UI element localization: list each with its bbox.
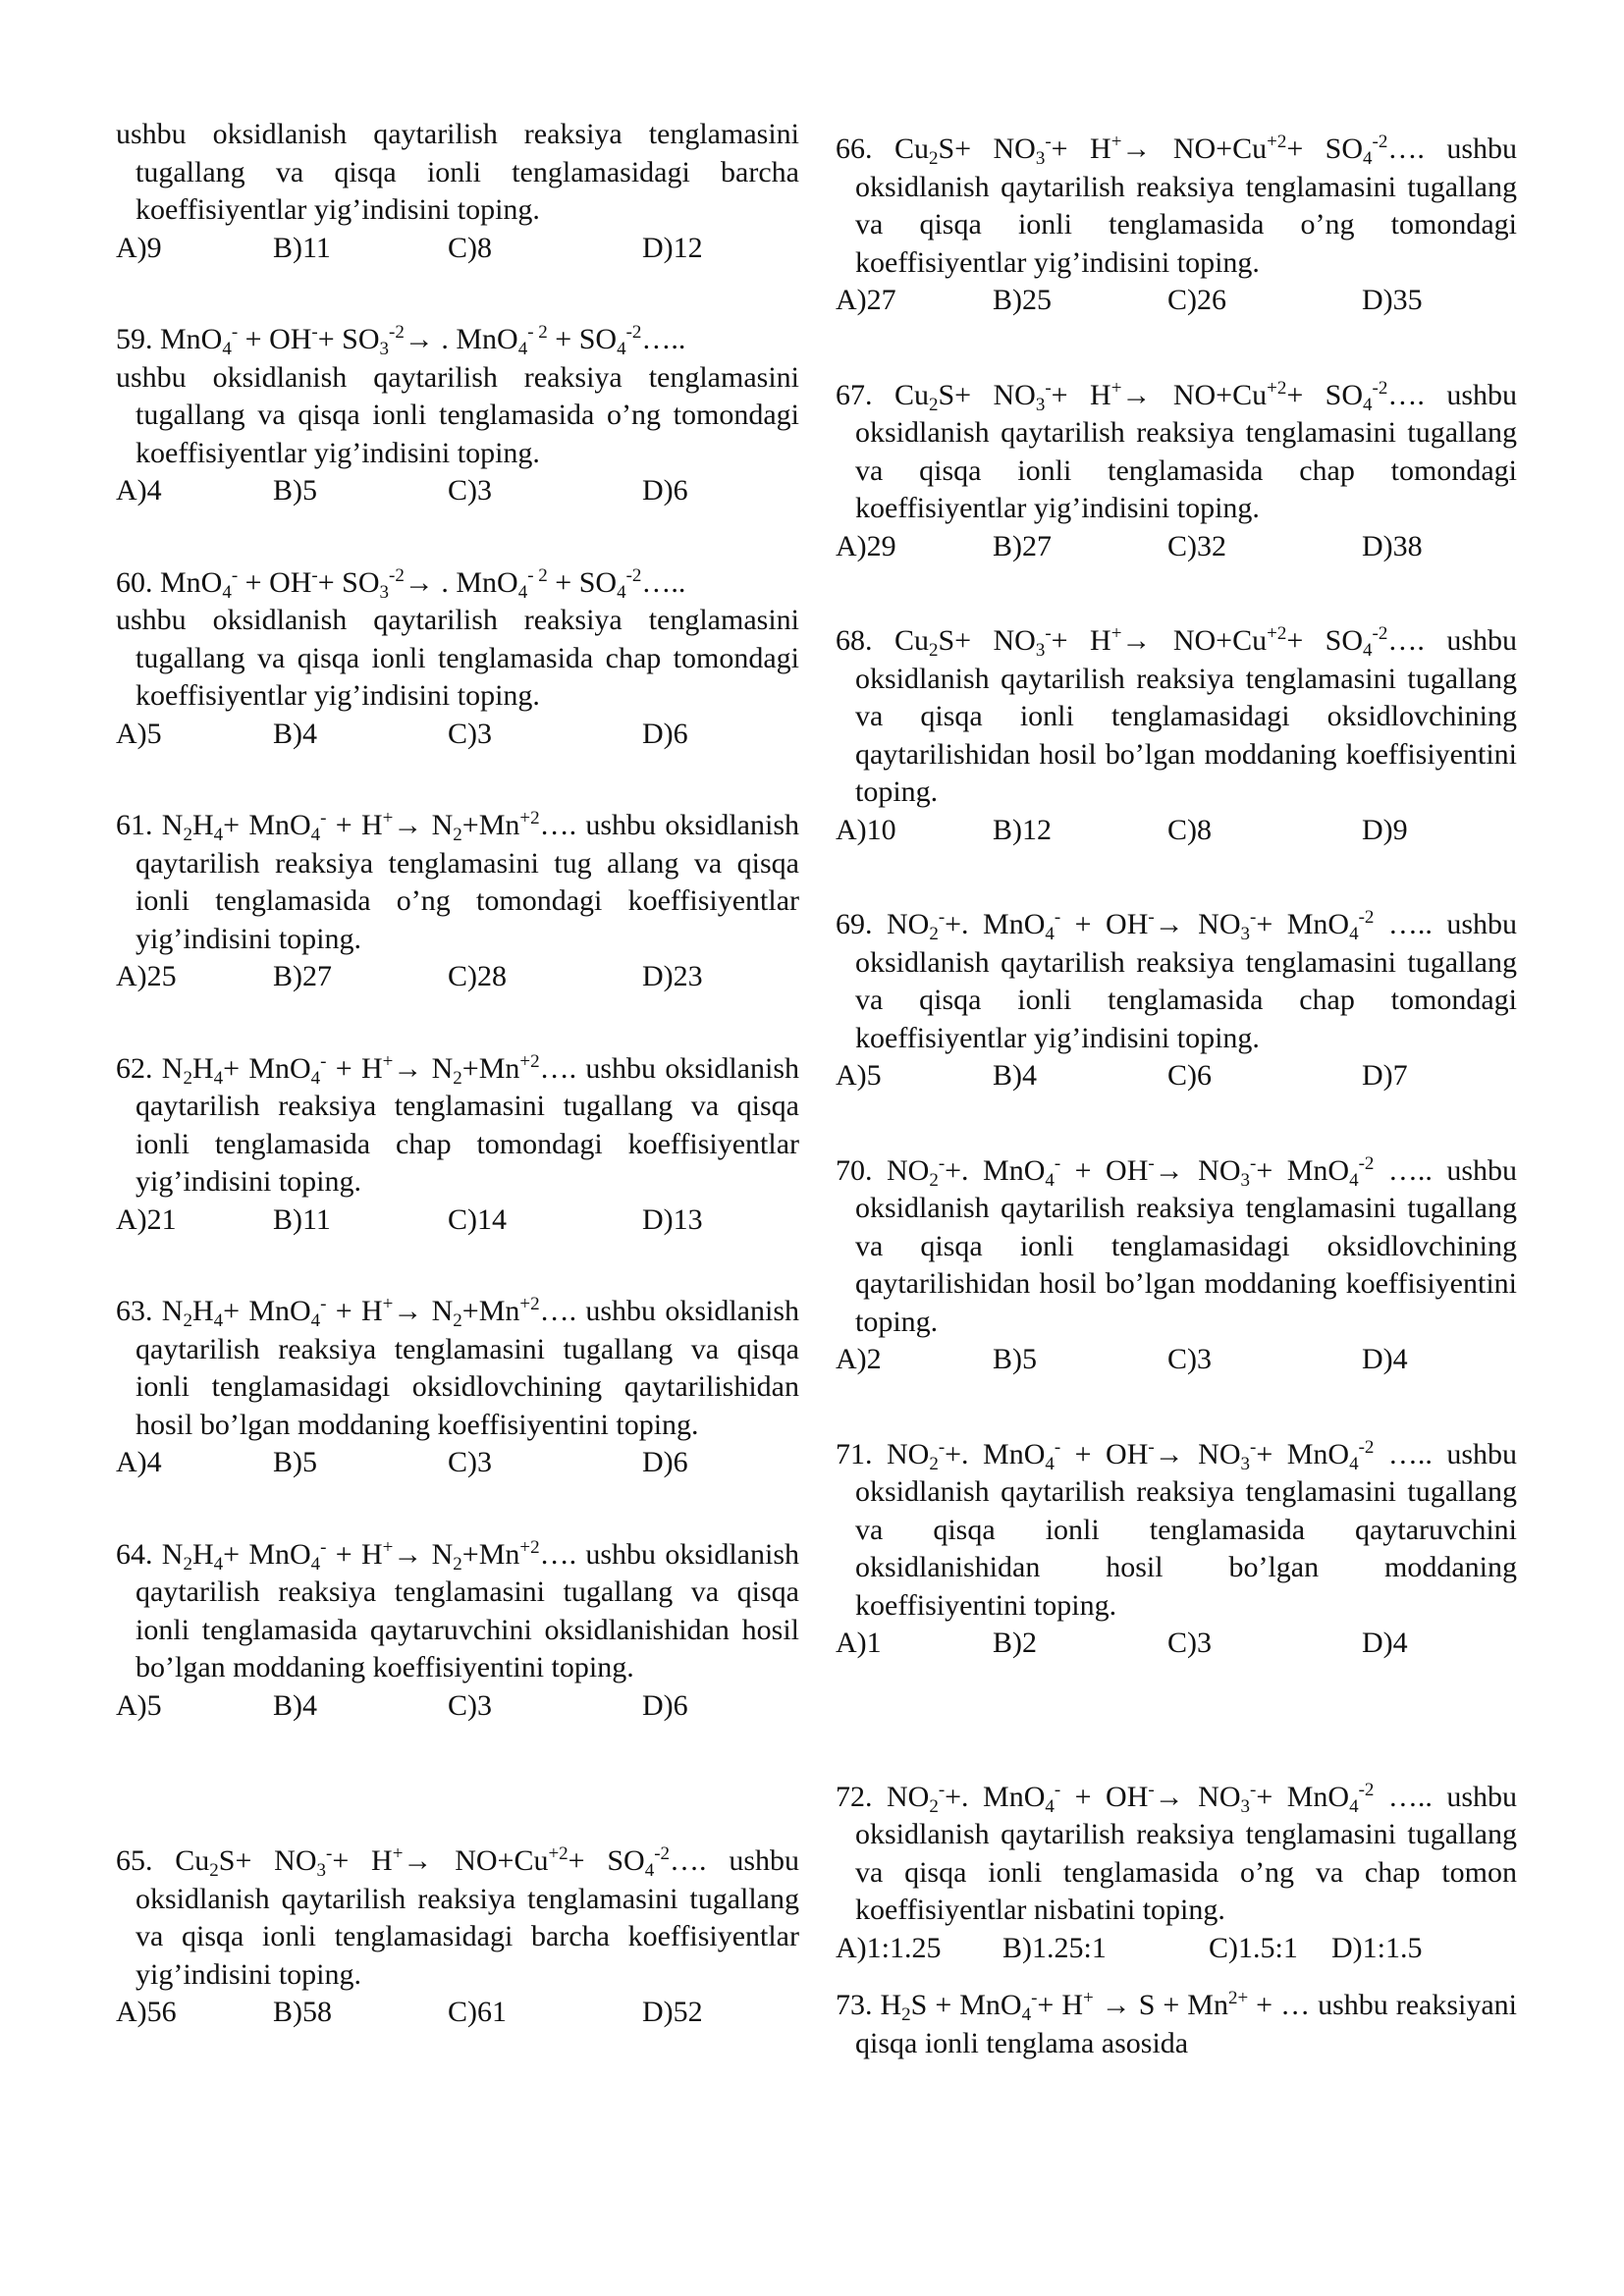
option-c[interactable]: C)3: [1167, 1627, 1212, 1659]
question-66: [836, 131, 1517, 320]
answer-options: [116, 230, 799, 268]
reaction-equation: $Cu_2S+ NO_3^-+ H^+\to NO+Cu^{+2}+$ $SO_4^{-2}\dots$.: [175, 1843, 707, 1881]
reaction-equation: $N_2H_4+ MnO_4^- + H^+\to$ $N_2+Mn^{+2}\dots$.: [161, 1536, 577, 1575]
reaction-equation: $MnO_4^- + OH^-+ SO_3^{-2}\to$ . $MnO_4^{- 2} + SO_4^{-2}\dots$..: [160, 322, 686, 359]
option-a[interactable]: A)10: [836, 813, 896, 846]
reaction-equation: $N_2H_4+ MnO_4^- + H^+\to$ $N_2+Mn^{+2}\dots$.: [161, 808, 577, 845]
option-a[interactable]: A)5: [116, 1688, 162, 1722]
question-text-body: ushbu oksidlanish qaytarilish reaksiya tenglamasini tugallang va qisqa ionli tenglamasida chap tomondagi koeffisiyentlar yig’indisini toping.: [135, 1051, 799, 1198]
option-d[interactable]: D)6: [642, 474, 688, 507]
question-62: [116, 1050, 799, 1240]
question-text-body: ushbu oksidlanish qaytarilish reaksiya tenglamasini tugallang va qisqa ionli tenglamasida o’ng tomondagi koeffisiyentlar yig’indisini toping.: [855, 133, 1517, 279]
option-b[interactable]: B)4: [273, 717, 317, 750]
answer-options: [116, 958, 799, 996]
question-text-body: ushbu oksidlanish qaytarilish reaksiya tenglamasini tugallang va qisqa ionli tenglamasida chap tomondagi koeffisiyentlar yig’indisini toping.: [855, 908, 1518, 1054]
option-c[interactable]: C)28: [448, 960, 507, 992]
reaction-equation: $NO_2^-+$. $MnO_4^- + OH^-\to NO_3^-+ MnO_4^{-2}$ …..: [886, 1779, 1433, 1817]
question-58: [116, 116, 799, 267]
question-number: 62.: [116, 1051, 153, 1085]
option-c[interactable]: C)6: [1167, 1059, 1212, 1092]
reaction-equation: $Cu_2S+ NO_3^-+ H^+\to NO+Cu^{+2}+$ $SO_4^{-2}\dots$.: [893, 377, 1425, 415]
answer-options: [836, 1057, 1517, 1095]
option-b[interactable]: B)27: [273, 960, 332, 992]
option-c[interactable]: C)8: [448, 231, 492, 264]
question-stem: [116, 1293, 799, 1444]
question-67: [836, 377, 1517, 566]
answer-options: [116, 1994, 799, 2032]
right-column: [836, 116, 1517, 2062]
answer-options: [116, 1201, 799, 1240]
question-number: 68.: [836, 624, 873, 657]
question-number: 72.: [836, 1780, 873, 1813]
question-text-body: ushbu oksidlanish qaytarilish reaksiya tenglamasini tugallang va qisqa ionli tenglamasida chap tomondagi koeffisiyentlar yig’indisini toping.: [855, 378, 1517, 524]
question-number: 63.: [116, 1295, 153, 1327]
option-b[interactable]: B)5: [993, 1343, 1037, 1375]
left-column: [116, 116, 799, 2032]
option-a[interactable]: A)5: [836, 1059, 882, 1092]
question-60: [116, 564, 799, 754]
option-c[interactable]: C)3: [448, 1446, 492, 1478]
option-b[interactable]: B)4: [993, 1059, 1037, 1092]
option-c[interactable]: C)3: [448, 474, 492, 507]
answer-options: [836, 812, 1517, 850]
question-text: [116, 359, 799, 473]
option-d[interactable]: D)1:1.5: [1331, 1931, 1423, 1964]
question-number: 69.: [836, 908, 873, 940]
question-64: [116, 1536, 799, 1726]
question-stem: [836, 1436, 1517, 1626]
answer-options: [836, 528, 1517, 566]
question-68: [836, 622, 1517, 849]
option-b[interactable]: B)5: [273, 474, 317, 507]
option-d[interactable]: D)38: [1362, 529, 1423, 562]
option-a[interactable]: A)9: [116, 231, 162, 264]
reaction-equation: $Cu_2S+ NO_3^-+ H^+\to NO+Cu^{+2}+$ $SO_4^{-2}\dots$.: [893, 132, 1425, 169]
option-b[interactable]: B)11: [273, 1202, 331, 1236]
question-number: 59.: [116, 323, 153, 355]
option-b[interactable]: B)27: [993, 529, 1052, 562]
reaction-equation: $NO_2^-+$. $MnO_4^- + OH^-\to NO_3^-+ MnO_4^{-2}$ …..: [886, 1152, 1433, 1191]
option-a[interactable]: A)56: [116, 1996, 177, 2028]
option-d[interactable]: D)12: [642, 231, 703, 264]
question-73: [836, 1987, 1517, 2062]
question-stem: [116, 564, 799, 603]
question-stem: [836, 622, 1517, 812]
question-text: [116, 602, 799, 716]
option-a[interactable]: A)21: [116, 1202, 177, 1236]
question-71: [836, 1436, 1517, 1663]
question-text-body: ushbu oksidlanish qaytarilish reaksiya tenglamasini tugallang va qisqa ionli tenglamasidagi oksidlovchining qaytarilishidan hosil bo’lgan moddaning koeffisiyentini toping.: [855, 1153, 1518, 1338]
question-text-body: ushbu oksidlanish qaytarilish reaksiya tenglamasini tugallang va qisqa ionli tenglamasida qaytaruvchini oksidlanishidan hosil bo’lgan moddaning koeffisiyentini toping.: [135, 1537, 799, 1683]
question-number: 70.: [836, 1153, 873, 1187]
option-c[interactable]: C)32: [1167, 529, 1226, 562]
reaction-equation: $Cu_2S+ NO_3^-+ H^+\to NO+Cu^{+2}+$ $SO_4^{-2}\dots$.: [893, 623, 1425, 661]
option-d[interactable]: D)4: [1362, 1627, 1408, 1659]
option-c[interactable]: C)3: [448, 717, 492, 750]
option-b[interactable]: B)11: [273, 231, 331, 264]
question-number: 60.: [116, 565, 153, 599]
question-stem: [836, 906, 1517, 1057]
question-61: [116, 807, 799, 996]
question-text-body: ushbu reaksiyani qisqa ionli tenglama asosida: [855, 1989, 1518, 2059]
question-stem: [116, 321, 799, 359]
option-a[interactable]: A)5: [116, 717, 162, 750]
question-number: 66.: [836, 133, 873, 165]
option-b[interactable]: B)1.25:1: [1002, 1931, 1107, 1964]
option-a[interactable]: A)1:1.25: [836, 1931, 942, 1964]
answer-options: [116, 1687, 799, 1726]
question-text-body: ushbu oksidlanish qaytarilish reaksiya tenglamasini tug allang va qisqa ionli tenglamasida o’ng tomondagi koeffisiyentlar yig’indisini toping.: [135, 809, 799, 955]
option-a[interactable]: A)25: [116, 960, 177, 992]
question-stem: [116, 1536, 799, 1687]
question-stem: [836, 1987, 1517, 2062]
question-text-body: ushbu oksidlanish qaytarilish reaksiya tenglamasini tugallang va qisqa ionli tenglamasidagi oksidlovchining qaytarilishidan hosil bo’lgan moddaning koeffisiyentini toping.: [855, 624, 1517, 808]
question-stem: [116, 1050, 799, 1201]
option-d[interactable]: D)6: [642, 1446, 688, 1478]
option-c[interactable]: C)14: [448, 1202, 507, 1236]
question-number: 61.: [116, 809, 153, 841]
reaction-equation: $MnO_4^- + OH^-+ SO_3^{-2}\to$ . $MnO_4^{- 2} + SO_4^{-2}\dots$..: [160, 564, 686, 603]
option-c[interactable]: C)3: [448, 1688, 492, 1722]
question-text-body: ushbu oksidlanish qaytarilish reaksiya tenglamasini tugallang va qisqa ionli tenglamasida qaytaruvchini oksidlanishidan hosil bo’lgan moddaning koeffisiyentini toping.: [855, 1437, 1518, 1622]
option-c[interactable]: C)8: [1167, 813, 1212, 846]
option-d[interactable]: D)23: [642, 960, 703, 992]
answer-options: [836, 1341, 1517, 1379]
question-text-body: ushbu oksidlanish qaytarilish reaksiya tenglamasini tugallang va qisqa ionli tenglamasidagi oksidlovchining qaytarilishidan hosil bo’lgan moddaning koeffisiyentini toping.: [135, 1295, 799, 1441]
question-stem: [116, 1842, 799, 1994]
question-stem: [836, 377, 1517, 528]
option-d[interactable]: D)52: [642, 1996, 703, 2028]
option-b[interactable]: B)25: [993, 284, 1052, 316]
option-b[interactable]: B)5: [273, 1446, 317, 1478]
option-b[interactable]: B)4: [273, 1688, 317, 1722]
answer-options: [836, 1930, 1517, 1968]
question-number: 65.: [116, 1844, 153, 1877]
question-63: [116, 1293, 799, 1482]
question-number: 71.: [836, 1437, 873, 1470]
option-d[interactable]: D)4: [1362, 1343, 1408, 1375]
option-a[interactable]: A)2: [836, 1343, 882, 1375]
option-a[interactable]: A)4: [116, 474, 162, 507]
reaction-equation: $NO_2^-+$. $MnO_4^- + OH^-\to NO_3^-+ MnO_4^{-2}$ …..: [886, 907, 1433, 944]
answer-options: [116, 716, 799, 754]
question-72: [836, 1779, 1517, 1968]
option-d[interactable]: D)13: [642, 1202, 703, 1236]
reaction-equation: $H_2S + MnO_4^-+ H^+ \to S + Mn^{2+}$ + …: [880, 1988, 1311, 2025]
option-c[interactable]: C)26: [1167, 284, 1226, 316]
question-stem: [836, 1152, 1517, 1342]
option-a[interactable]: A)27: [836, 284, 896, 316]
option-d[interactable]: D)6: [642, 717, 688, 750]
option-a[interactable]: A)1: [836, 1627, 882, 1659]
question-text-body: ushbu oksidlanish qaytarilish reaksiya tenglamasini tugallang va qisqa ionli tenglamasidagi barcha koeffisiyentlar yig’indisini toping.: [116, 118, 799, 226]
option-d[interactable]: D)6: [642, 1688, 688, 1722]
question-number: 64.: [116, 1537, 153, 1571]
question-text-body: ushbu oksidlanish qaytarilish reaksiya tenglamasini tugallang va qisqa ionli tenglamasidagi barcha koeffisiyentlar yig’indisini toping.: [135, 1844, 800, 1991]
option-c[interactable]: C)1.5:1: [1209, 1931, 1298, 1964]
option-a[interactable]: A)4: [116, 1446, 162, 1478]
question-69: [836, 906, 1517, 1095]
question-text-body: ushbu oksidlanish qaytarilish reaksiya tenglamasini tugallang va qisqa ionli tenglamasida o’ng tomondagi koeffisiyentlar yig’indisini toping.: [116, 360, 799, 469]
option-d[interactable]: D)35: [1362, 284, 1423, 316]
reaction-equation: $N_2H_4+ MnO_4^- + H^+\to$ $N_2+Mn^{+2}\dots$.: [161, 1294, 577, 1331]
question-stem: [116, 807, 799, 958]
question-text: [116, 116, 799, 230]
option-b[interactable]: B)12: [993, 813, 1052, 846]
question-stem: [836, 1779, 1517, 1930]
answer-options: [116, 1444, 799, 1482]
answer-options: [836, 1625, 1517, 1663]
question-number: 73.: [836, 1989, 873, 2021]
question-stem: [836, 131, 1517, 282]
option-c[interactable]: C)61: [448, 1996, 507, 2028]
answer-options: [116, 472, 799, 510]
option-d[interactable]: D)9: [1362, 813, 1408, 846]
option-b[interactable]: B)58: [273, 1996, 332, 2028]
question-text-body: ushbu oksidlanish qaytarilish reaksiya tenglamasini tugallang va qisqa ionli tenglamasida o’ng va chap tomon koeffisiyentlar nisbatini toping.: [855, 1780, 1518, 1926]
reaction-equation: $NO_2^-+$. $MnO_4^- + OH^-\to NO_3^-+ MnO_4^{-2}$ …..: [886, 1436, 1433, 1474]
option-a[interactable]: A)29: [836, 529, 896, 562]
question-70: [836, 1152, 1517, 1379]
question-65: [116, 1842, 799, 2032]
question-text-body: ushbu oksidlanish qaytarilish reaksiya tenglamasini tugallang va qisqa ionli tenglamasida chap tomondagi koeffisiyentlar yig’indisini toping.: [116, 604, 799, 712]
option-d[interactable]: D)7: [1362, 1059, 1408, 1092]
answer-options: [836, 282, 1517, 320]
option-c[interactable]: C)3: [1167, 1343, 1212, 1375]
question-number: 67.: [836, 378, 873, 411]
question-59: [116, 321, 799, 510]
reaction-equation: $N_2H_4+ MnO_4^- + H^+\to$ $N_2+Mn^{+2}\dots$.: [161, 1050, 577, 1089]
option-b[interactable]: B)2: [993, 1627, 1037, 1659]
